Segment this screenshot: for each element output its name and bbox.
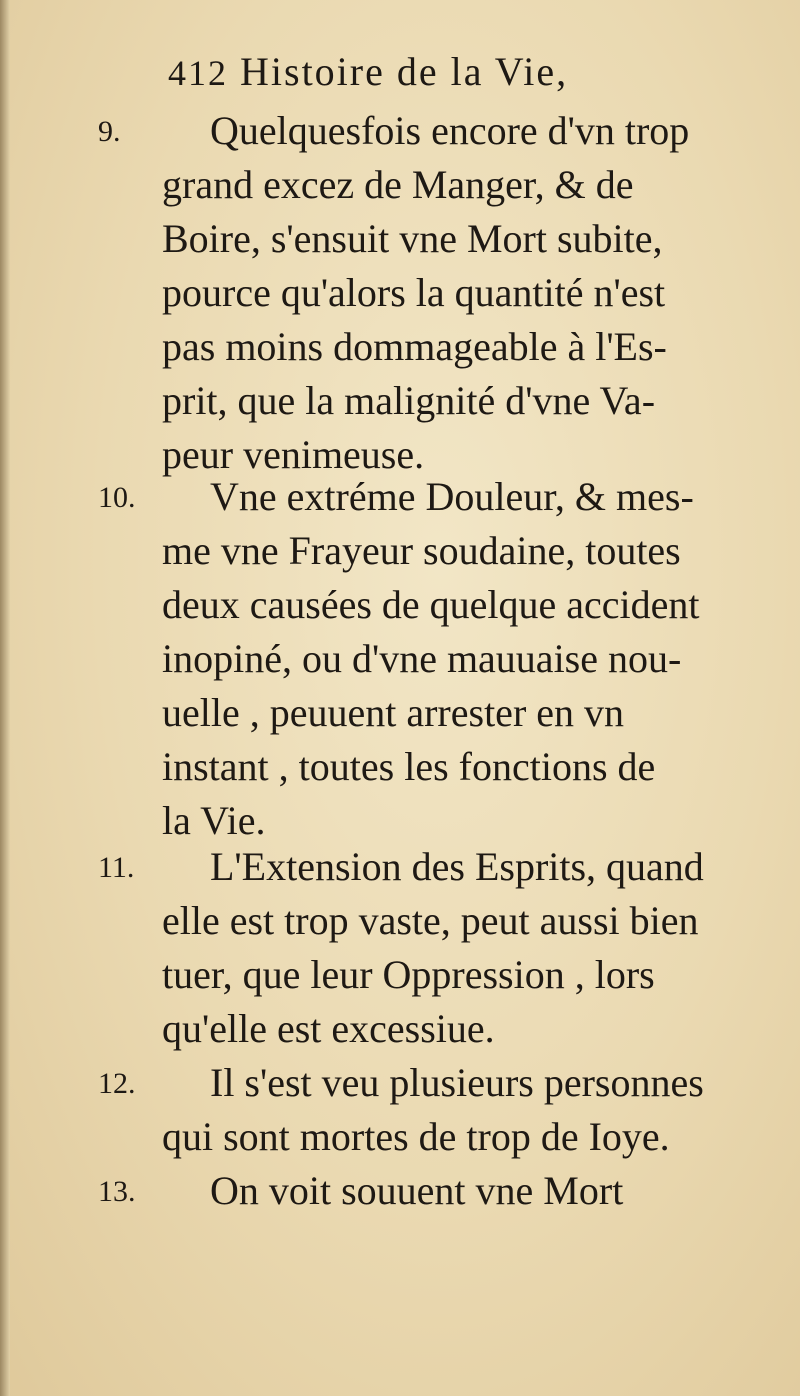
- text-line: la Vie.: [162, 798, 266, 843]
- text-line: deux causées de quelque accident: [162, 582, 700, 627]
- text-line: tuer, que leur Oppression , lors: [162, 952, 655, 997]
- text-line: pas moins dommageable à l'Es-: [162, 324, 667, 369]
- paragraph-number: 10.: [98, 481, 136, 514]
- text-line: qu'elle est excessiue.: [162, 1006, 495, 1051]
- paragraph-number: 9.: [98, 115, 121, 148]
- text-line: uelle , peuuent arrester en vn: [162, 690, 625, 735]
- text-line: L'Extension des Esprits, quand: [210, 844, 704, 889]
- paragraph-number: 12.: [98, 1067, 136, 1100]
- text-line: Boire, s'ensuit vne Mort subite,: [162, 216, 663, 261]
- text-line: instant , toutes les fonctions de: [162, 744, 656, 789]
- text-line: Il s'est veu plusieurs personnes: [210, 1060, 704, 1105]
- text-line: inopiné, ou d'vne mauuaise nou-: [162, 636, 682, 681]
- text-line: qui sont mortes de trop de Ioye.: [162, 1114, 670, 1159]
- text-line: On voit souuent vne Mort: [210, 1168, 624, 1213]
- running-title: Histoire de la Vie,: [240, 49, 569, 94]
- paragraph-number: 11.: [98, 851, 135, 884]
- text-line: grand excez de Manger, & de: [162, 162, 634, 207]
- text-line: peur venimeuse.: [162, 432, 425, 477]
- page-number: 412: [168, 53, 228, 93]
- paragraph-number: 13.: [98, 1175, 136, 1208]
- text-line: me vne Frayeur soudaine, toutes: [162, 528, 681, 573]
- text-line: Vne extréme Douleur, & mes-: [210, 474, 694, 519]
- text-line: prit, que la malignité d'vne Va-: [162, 378, 656, 423]
- text-line: Quelquesfois encore d'vn trop: [210, 108, 690, 153]
- page-edge: [0, 0, 10, 1396]
- text-line: pource qu'alors la quantité n'est: [162, 270, 666, 315]
- page-header: [168, 40, 768, 104]
- text-line: elle est trop vaste, peut aussi bien: [162, 898, 699, 943]
